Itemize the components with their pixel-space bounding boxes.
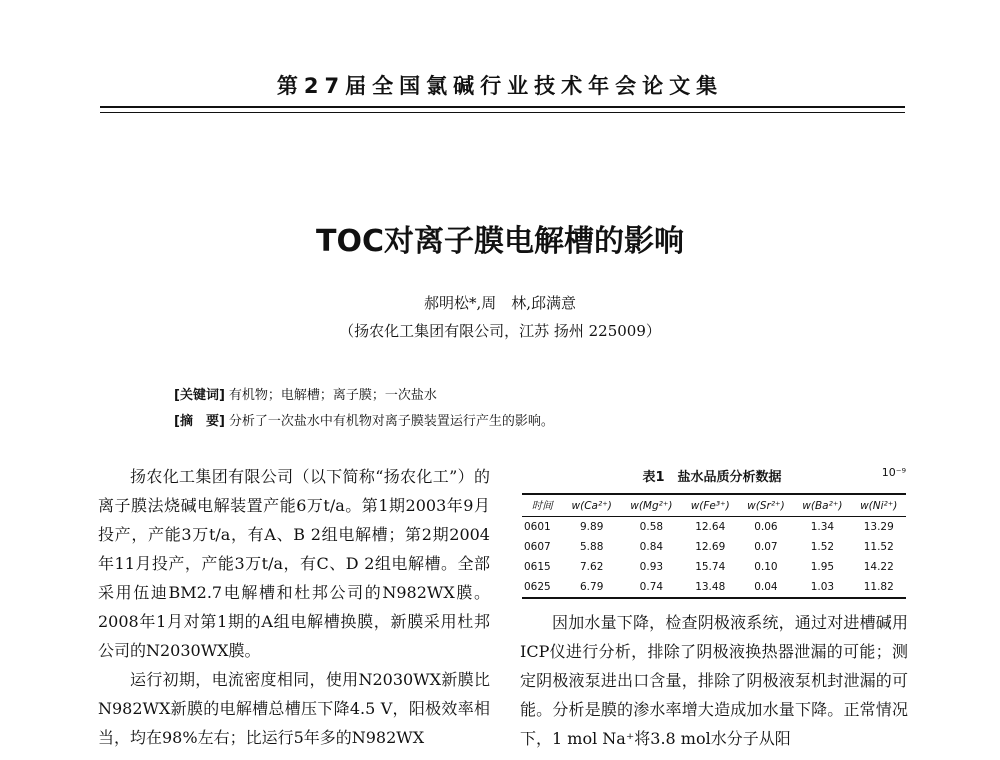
body-left-column: [98, 462, 490, 752]
body-paragraph: 运行初期，电流密度相同，使用N2030WX新膜比N982WX新膜的电解槽总槽压下降4.5 V，阳极效率相当，均在98%左右；比运行5年多的N982WX: [98, 670, 490, 747]
table-header-cell: w(Ca²⁺): [563, 494, 621, 517]
body-paragraph: 因加水量下降，检查阴极液系统，通过对进槽碱用ICP仪进行分析，排除了阴极液换热器泄漏的可能；测定阴极液泵进出口含量，排除了阴极液泵机封泄漏的可能。分析是膜的渗水率增大造成加水量下降。正常情况下，1 mol Na⁺将3.8 mol水分子从阳: [520, 613, 908, 748]
table-cell: 0615: [524, 561, 551, 573]
table-header-cell: w(Mg²⁺): [621, 494, 682, 517]
table-cell: 7.62: [580, 561, 604, 573]
abstract-text: 分析了一次盐水中有机物对离子膜装置运行产生的影响。: [228, 414, 554, 429]
table-header-cell: w(Sr²⁺): [739, 494, 794, 517]
paper-authors: 郝明松*,周 林,邱满意: [423, 294, 577, 312]
table-caption-title: 表1 盐水品质分析数据: [642, 470, 782, 485]
body-paragraph: 扬农化工集团有限公司（以下简称“扬农化工”）的离子膜法烧碱电解装置产能6万t/a。第1期2003年9月投产，产能3万t/a，有A、B 2组电解槽；第2期2004年11月投产，产能3万t/a，有C、D 2组电解槽。全部采用伍迪BM2.7电解槽和杜邦公司的N982WX膜。2008年1月对第1期的A组电解槽换膜，新膜采用杜邦公司的N2030WX膜。: [98, 467, 490, 660]
table-cell: 0625: [524, 581, 551, 593]
header-rule: [100, 106, 905, 113]
table-cell: 0.04: [754, 581, 778, 593]
keywords-line: [174, 384, 437, 403]
table-cell: 0.10: [754, 561, 778, 573]
paper-title: TOC对离子膜电解槽的影响: [316, 224, 684, 259]
table-header-row: [522, 494, 906, 517]
table-cell: 12.64: [695, 521, 726, 533]
brine-quality-table: [522, 493, 906, 599]
table-cell: 12.69: [695, 541, 726, 553]
table-row: [522, 577, 906, 598]
table-cell: 0.93: [639, 561, 664, 573]
table-cell: 1.95: [810, 561, 835, 573]
table-cell: 5.88: [580, 541, 604, 553]
table-cell: 14.22: [863, 561, 894, 573]
keywords-label: [关键词]: [174, 388, 225, 403]
table-cell: 0.84: [639, 541, 664, 553]
running-header: 第27届全国氯碱行业技术年会论文集: [276, 74, 724, 98]
table-row: [522, 557, 906, 577]
table-header-cell: 时间: [522, 494, 563, 517]
table-cell: 6.79: [580, 581, 604, 593]
table-row: [522, 537, 906, 557]
table-cell: 0601: [524, 521, 551, 533]
abstract-line: [174, 410, 554, 429]
table-cell: 11.52: [863, 541, 894, 553]
paper-affiliation: （扬农化工集团有限公司，江苏 扬州 225009）: [339, 322, 661, 340]
table-cell: 0.58: [639, 521, 664, 533]
table-cell: 1.52: [810, 541, 835, 553]
abstract-label: [摘 要]: [174, 414, 225, 429]
table-unit: 10⁻⁹: [881, 466, 906, 479]
table-cell: 11.82: [863, 581, 894, 593]
table-cell: 15.74: [695, 561, 726, 573]
table-cell: 0.07: [754, 541, 778, 553]
table-cell: 1.03: [810, 581, 835, 593]
table-cell: 9.89: [580, 521, 604, 533]
table-cell: 0.74: [639, 581, 664, 593]
table-header-cell: w(Fe³⁺): [682, 494, 739, 517]
table-row: [522, 517, 906, 538]
keywords-text: 有机物；电解槽；离子膜；一次盐水: [228, 388, 437, 403]
table-header-cell: w(Ni²⁺): [851, 494, 906, 517]
table-header-cell: w(Ba²⁺): [793, 494, 851, 517]
body-right-column: [520, 608, 908, 753]
table-cell: 1.34: [810, 521, 835, 533]
table-cell: 0.06: [754, 521, 778, 533]
table-cell: 0607: [524, 541, 551, 553]
table-cell: 13.48: [695, 581, 726, 593]
table-cell: 13.29: [863, 521, 894, 533]
